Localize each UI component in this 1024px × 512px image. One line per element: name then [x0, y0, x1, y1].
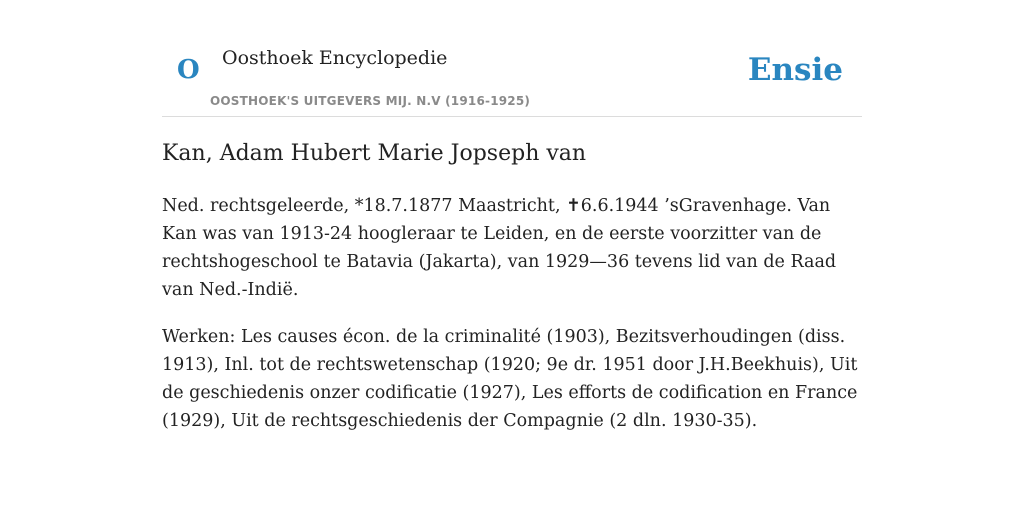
encyclopedia-name-link[interactable]: Oosthoek Encyclopedie	[222, 47, 448, 69]
encyclopedia-header	[162, 30, 862, 117]
publisher-label: OOSTHOEK'S UITGEVERS MIJ. N.V (1916-1925)	[210, 94, 531, 108]
entry-paragraph-works: Werken: Les causes écon. de la criminalité (1903), Bezitsverhoudingen (diss. 1913), Inl. tot de rechtswetenschap (1920; 9e dr. 1951 door J.H.Beekhuis), Uit de geschiedenis onzer codificatie (1927), Les efforts de codification en France (1929), Uit de rechtsgeschiedenis der Compagnie (2 dln. 1930-35).	[162, 327, 858, 431]
entry-paragraph-biography: Ned. rechtsgeleerde, *18.7.1877 Maastricht, ✝6.6.1944 ’sGravenhage. Van Kan was van 1913-24 hoogleraar te Leiden, en de eerste voorzitter van de rechtshogeschool te Batavia (Jakarta), van 1929—36 tevens lid van de Raad van Ned.-Indië.	[162, 196, 837, 300]
ensie-logo-link[interactable]: Ensie	[747, 52, 843, 88]
encyclopedia-logo[interactable]: O	[177, 55, 200, 85]
entry-title: Kan, Adam Hubert Marie Jopseph van	[162, 141, 587, 166]
entry-body	[162, 192, 867, 435]
entry-content	[162, 138, 867, 435]
